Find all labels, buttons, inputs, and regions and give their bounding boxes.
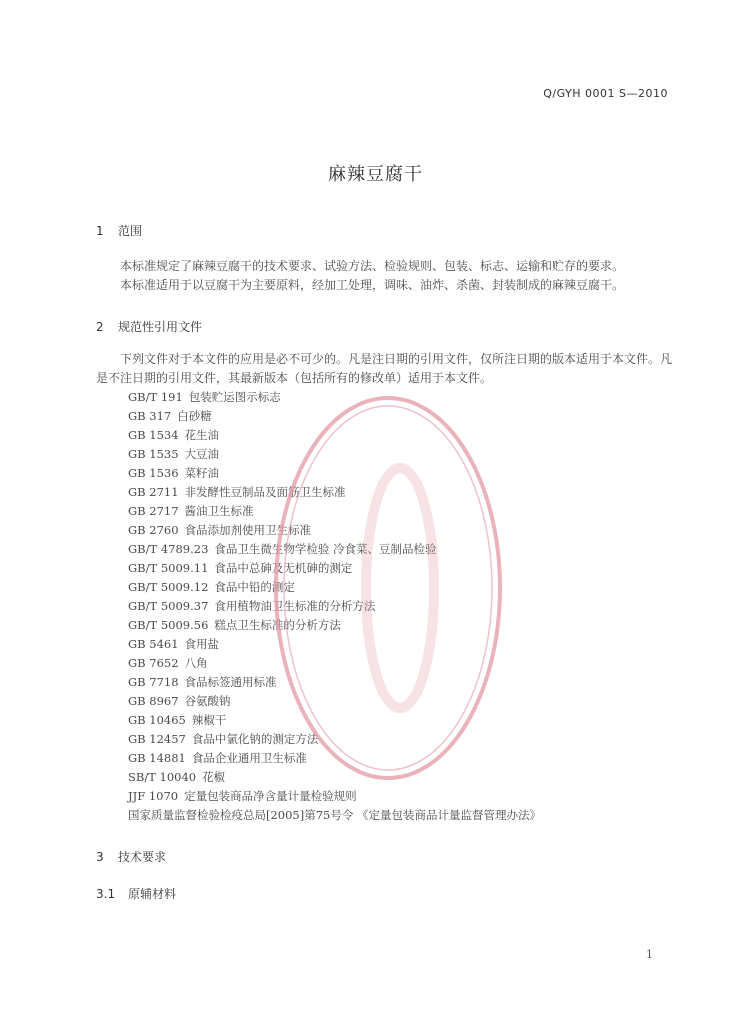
reference-title: 酱油卫生标准 (184, 504, 254, 518)
reference-title: 食用盐 (184, 637, 220, 651)
reference-title: 花生油 (184, 428, 220, 442)
reference-code: GB/T 4789.23 (128, 542, 209, 556)
reference-code: GB 14881 (128, 751, 186, 765)
reference-code: GB 7718 (128, 675, 179, 689)
reference-title: 国家质量监督检验检疫总局[2005]第75号令 《定量包装商品计量监督管理办法》 (128, 808, 542, 822)
reference-item (128, 540, 541, 559)
reference-item (128, 445, 541, 464)
reference-code: GB 10465 (128, 713, 186, 727)
reference-title: 辣椒干 (191, 713, 227, 727)
reference-item (128, 616, 541, 635)
reference-code: GB/T 5009.37 (128, 599, 209, 613)
reference-item (128, 464, 541, 483)
section-1-heading (96, 222, 142, 239)
reference-item (128, 730, 541, 749)
standard-code: Q/GYH 0001 S—2010 (543, 87, 668, 100)
reference-title: 定量包装商品净含量计量检验规则 (184, 789, 357, 803)
reference-title: 包装贮运图示标志 (188, 390, 281, 404)
reference-title: 白砂糖 (177, 409, 212, 423)
reference-code: JJF 1070 (128, 789, 179, 803)
reference-item (128, 578, 541, 597)
reference-title: 花椒 (202, 770, 226, 784)
section-3-1-heading (96, 885, 176, 902)
section-2-heading (96, 318, 202, 335)
reference-code: GB 12457 (128, 732, 186, 746)
references-intro: 下列文件对于本文件的应用是必不可少的。凡是注日期的引用文件，仅所注日期的版本适用于本文件。凡是不注日期的引用文件，其最新版本（包括所有的修改单）适用于本文件。 (96, 352, 673, 385)
reference-code: GB 8967 (128, 694, 179, 708)
reference-item (128, 388, 541, 407)
reference-title: 食品中总砷及无机砷的测定 (214, 561, 353, 575)
reference-item (128, 597, 541, 616)
scope-paragraph-2: 本标准适用于以豆腐干为主要原料，经加工处理，调味、油炸、杀菌、封装制成的麻辣豆腐干。 (120, 278, 625, 292)
section-3-title: 技术要求 (118, 850, 167, 864)
reference-title: 非发酵性豆制品及面筋卫生标准 (184, 485, 346, 499)
section-2-title: 规范性引用文件 (118, 320, 203, 334)
reference-code: GB 2760 (128, 523, 179, 537)
reference-item (128, 654, 541, 673)
reference-title: 食品标签通用标准 (184, 675, 277, 689)
reference-item (128, 559, 541, 578)
section-1-title: 范围 (118, 224, 143, 238)
reference-item (128, 749, 541, 768)
section-3-heading (96, 848, 166, 865)
reference-item (128, 635, 541, 654)
reference-code: GB 1535 (128, 447, 179, 461)
section-1-number: 1 (96, 224, 104, 238)
reference-item (128, 502, 541, 521)
reference-item (128, 426, 541, 445)
reference-code: GB/T 191 (128, 390, 183, 404)
reference-item (128, 692, 541, 711)
reference-title: 食品添加剂使用卫生标准 (184, 523, 312, 537)
reference-title: 大豆油 (184, 447, 220, 461)
reference-code: GB/T 5009.12 (128, 580, 209, 594)
reference-title: 菜籽油 (184, 466, 220, 480)
reference-item (128, 673, 541, 692)
section-2-number: 2 (96, 320, 104, 334)
scope-paragraph-1: 本标准规定了麻辣豆腐干的技术要求、试验方法、检验规则、包装、标志、运输和贮存的要求。 (120, 259, 625, 273)
reference-title: 谷氨酸钠 (184, 694, 231, 708)
reference-code: GB/T 5009.56 (128, 618, 209, 632)
reference-code: SB/T 10040 (128, 770, 197, 784)
reference-item (128, 711, 541, 730)
reference-item (128, 407, 541, 426)
reference-title: 食品中铅的测定 (214, 580, 295, 594)
reference-item (128, 787, 541, 806)
reference-code: GB 7652 (128, 656, 179, 670)
reference-code: GB 5461 (128, 637, 179, 651)
reference-code: GB/T 5009.11 (128, 561, 209, 575)
reference-item (128, 768, 541, 787)
reference-item (128, 483, 541, 502)
page-number: 1 (646, 948, 653, 961)
reference-title: 八角 (184, 656, 208, 670)
section-3-number: 3 (96, 850, 104, 864)
reference-code: GB 2711 (128, 485, 179, 499)
reference-code: GB 2717 (128, 504, 179, 518)
reference-code: GB 1536 (128, 466, 179, 480)
reference-title: 糕点卫生标准的分析方法 (214, 618, 341, 632)
section-3-1-title: 原辅材料 (128, 887, 177, 901)
reference-title: 食品卫生微生物学检验 冷食菜、豆制品检验 (214, 542, 437, 556)
document-title: 麻辣豆腐干 (328, 164, 423, 185)
reference-list (128, 388, 541, 825)
reference-item (128, 806, 541, 825)
reference-item (128, 521, 541, 540)
reference-title: 食用植物油卫生标准的分析方法 (214, 599, 376, 613)
reference-title: 食品中氯化钠的测定方法 (191, 732, 319, 746)
reference-title: 食品企业通用卫生标准 (191, 751, 307, 765)
reference-code: GB 317 (128, 409, 172, 423)
reference-code: GB 1534 (128, 428, 179, 442)
section-3-1-number: 3.1 (96, 887, 116, 901)
